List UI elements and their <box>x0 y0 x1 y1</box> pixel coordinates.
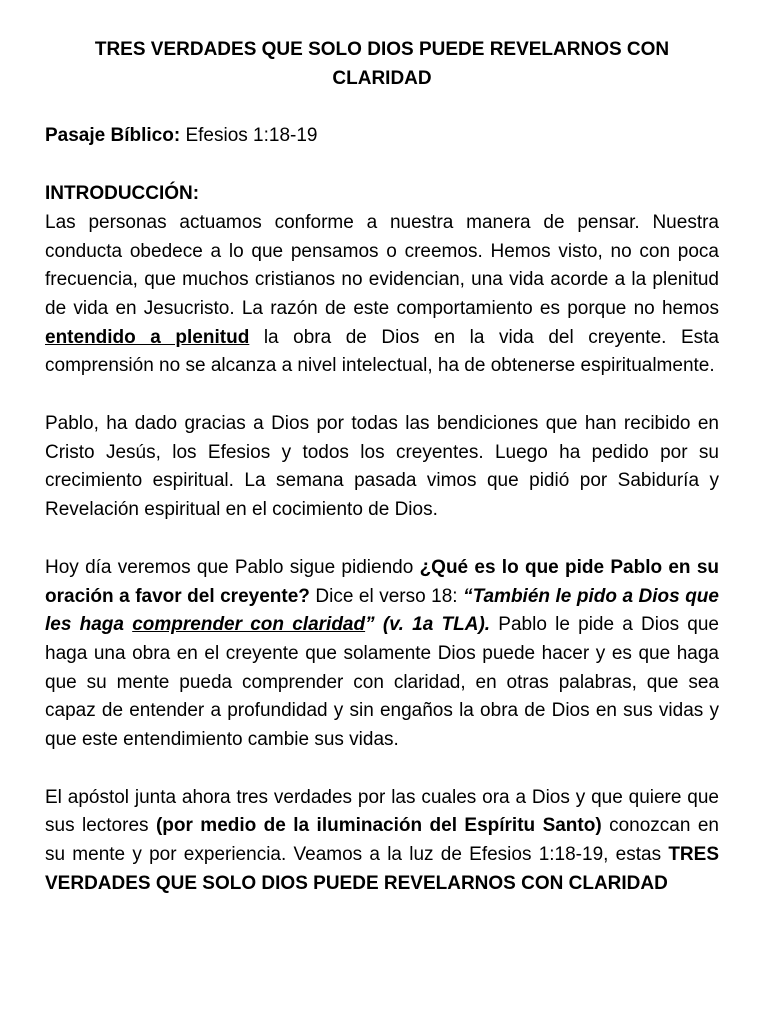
paragraph-pablo-prayer <box>45 554 719 755</box>
emphasis-title-reference: TRES VERDADES QUE SOLO DIOS PUEDE REVELARNOS CON CLARIDAD <box>45 844 719 894</box>
paragraph-text: Las personas actuamos conforme a nuestra manera de pensar. Nuestra conducta obedece a lo que pensamos o creemos. Hemos visto, no con poca frecuencia, que muchos cristianos no evidencian, una vida acorde a la plenitud de vida en Jesucristo. La razón de este comportamiento es porque no hemos <box>45 211 719 319</box>
verse-quote-end: ” (v. 1a TLA). <box>365 614 491 636</box>
verse-quote-start: “También le pido a Dios que les haga <box>45 585 719 636</box>
document-title: TRES VERDADES QUE SOLO DIOS PUEDE REVELARNOS CON CLARIDAD <box>94 39 670 89</box>
paragraph-text: la obra de Dios en la vida del creyente. Esta comprensión no se alcanza a nivel intelectual, ha de obtenerse espiritualmente. <box>45 326 719 377</box>
paragraph-text: Hoy día veremos que Pablo sigue pidiendo <box>45 556 420 578</box>
passage-label: Pasaje Bíblico: <box>45 125 181 147</box>
document-page <box>45 36 719 899</box>
paragraph-three-truths <box>45 784 719 899</box>
passage-line <box>45 122 719 151</box>
paragraph-text: El apóstol junta ahora tres verdades por las cuales ora a Dios y que quiere que sus lectores <box>45 786 719 837</box>
paragraph-text: Dice el verso 18: <box>309 585 464 607</box>
paragraph-text: Pablo le pide a Dios que haga una obra en el creyente que solamente Dios puede hacer y es que haga que su mente pueda comprender con claridad, en otras palabras, que sea capaz de entender a profundidad y sin engaños la obra de Dios en sus vidas y que este entendimiento cambie sus vidas. <box>45 614 719 751</box>
emphasis-text: entendido a plenitud <box>45 326 250 348</box>
paragraph-pablo-gratitude: Pablo, ha dado gracias a Dios por todas las bendiciones que han recibido en Cristo Jesús, los Efesios y todos los creyentes. Luego ha pedido por su crecimiento espiritual. La semana pasada vimos que pidió por Sabiduría y Revelación espiritual en el cocimiento de Dios. <box>45 413 719 521</box>
paragraph-introduction <box>45 209 719 381</box>
emphasis-question: ¿Qué es lo que pide Pablo en su oración a favor del creyente? <box>45 556 719 607</box>
verse-quote-emphasis: comprender con claridad <box>132 614 366 636</box>
paragraph-text: conozcan en su mente y por experiencia. Veamos a la luz de Efesios 1:18-19, estas <box>45 815 720 866</box>
introduction-heading: INTRODUCCIÓN: <box>45 183 200 205</box>
emphasis-text: (por medio de la iluminación del Espíritu Santo) <box>155 815 602 837</box>
passage-value: Efesios 1:18-19 <box>180 125 318 147</box>
